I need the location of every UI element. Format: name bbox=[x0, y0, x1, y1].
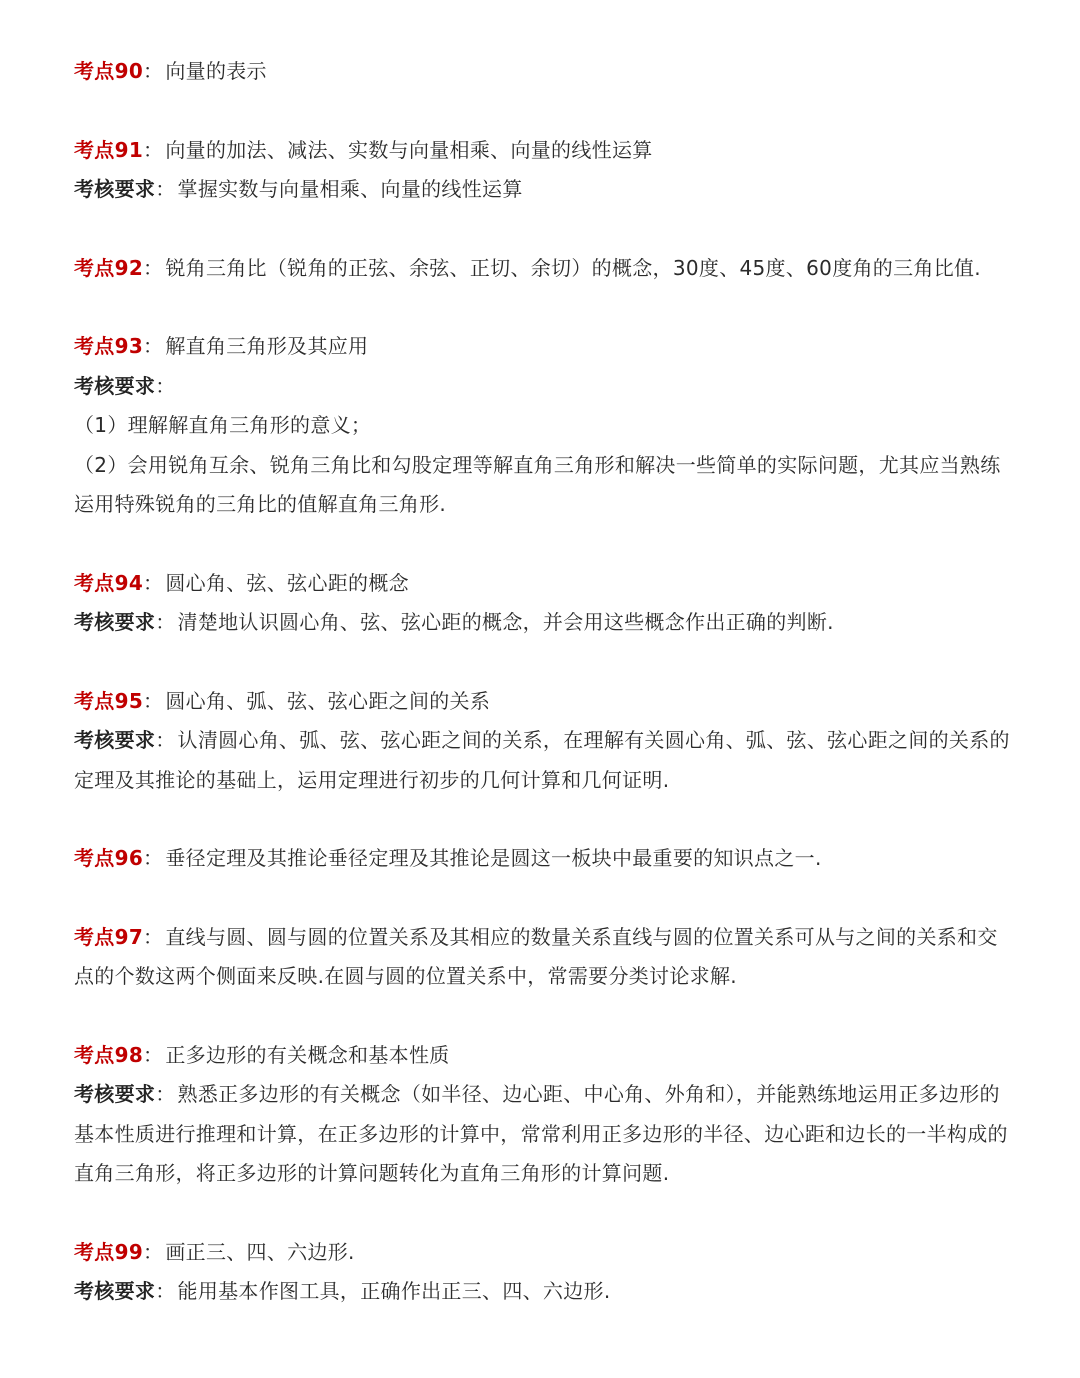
point-heading bbox=[74, 131, 1014, 171]
requirement-label: 考核要求 bbox=[74, 728, 156, 752]
requirement-text: 能用基本作图工具，正确作出正三、四、六边形. bbox=[177, 1279, 611, 1303]
requirement-label: 考核要求 bbox=[74, 177, 156, 201]
point-label: 考点99 bbox=[74, 1239, 144, 1264]
point-label: 考点93 bbox=[74, 334, 144, 358]
exam-point-99 bbox=[74, 1233, 1014, 1312]
separator: ： bbox=[155, 373, 176, 398]
point-label: 考点91 bbox=[74, 137, 144, 162]
point-topic: 正多边形的有关概念和基本性质 bbox=[165, 1042, 450, 1067]
separator: ： bbox=[155, 177, 176, 201]
point-topic: 画正三、四、六边形. bbox=[165, 1239, 355, 1264]
requirement-line bbox=[74, 367, 1014, 407]
requirement-label: 考核要求 bbox=[74, 373, 156, 398]
point-topic: 垂径定理及其推论垂径定理及其推论是圆这一板块中最重要的知识点之一. bbox=[165, 846, 822, 870]
separator: ： bbox=[155, 728, 176, 752]
requirement-line bbox=[74, 1272, 1014, 1312]
separator: ： bbox=[143, 1239, 164, 1264]
requirement-line bbox=[74, 721, 1014, 800]
point-heading bbox=[74, 682, 1014, 722]
point-topic: 解直角三角形及其应用 bbox=[165, 334, 369, 358]
point-heading bbox=[74, 327, 1014, 367]
point-label: 考点95 bbox=[74, 688, 144, 713]
point-label: 考点90 bbox=[74, 59, 144, 83]
exam-point-94 bbox=[74, 564, 1014, 643]
requirement-text: 认清圆心角、弧、弦、弦心距之间的关系，在理解有关圆心角、弧、弦、弦心距之间的关系的定理及其推论的基础上，运用定理进行初步的几何计算和几何证明. bbox=[74, 728, 1010, 792]
point-topic: 锐角三角比（锐角的正弦、余弦、正切、余切）的概念，30度、45度、60度角的三角比值. bbox=[165, 255, 981, 280]
requirement-text: 掌握实数与向量相乘、向量的线性运算 bbox=[177, 177, 523, 201]
point-topic: 圆心角、弧、弦、弦心距之间的关系 bbox=[165, 688, 491, 713]
point-topic: 圆心角、弦、弦心距的概念 bbox=[165, 570, 409, 595]
exam-point-95 bbox=[74, 682, 1014, 801]
separator: ： bbox=[143, 59, 164, 83]
requirement-label: 考核要求 bbox=[74, 610, 156, 634]
exam-point-93 bbox=[74, 327, 1014, 525]
requirement-item: （1）理解解直角三角形的意义； bbox=[74, 413, 372, 437]
point-heading bbox=[74, 52, 1014, 92]
exam-point-91 bbox=[74, 131, 1014, 210]
point-label: 考点97 bbox=[74, 924, 144, 949]
point-label: 考点96 bbox=[74, 846, 144, 870]
point-heading bbox=[74, 1036, 1014, 1076]
separator: ： bbox=[143, 570, 164, 595]
point-label: 考点92 bbox=[74, 255, 144, 280]
separator: ： bbox=[143, 1042, 164, 1067]
separator: ： bbox=[143, 924, 164, 949]
exam-point-97 bbox=[74, 918, 1014, 997]
separator: ： bbox=[155, 1082, 176, 1106]
point-topic: 向量的加法、减法、实数与向量相乘、向量的线性运算 bbox=[165, 137, 653, 162]
requirement-label: 考核要求 bbox=[74, 1279, 156, 1303]
point-heading bbox=[74, 564, 1014, 604]
exam-point-98 bbox=[74, 1036, 1014, 1194]
requirement-line bbox=[74, 1075, 1014, 1194]
requirement-line bbox=[74, 603, 1014, 643]
requirement-label: 考核要求 bbox=[74, 1082, 156, 1106]
separator: ： bbox=[155, 610, 176, 634]
point-topic: 直线与圆、圆与圆的位置关系及其相应的数量关系直线与圆的位置关系可从与之间的关系和交点的个数这两个侧面来反映.在圆与圆的位置关系中，常需要分类讨论求解. bbox=[74, 924, 998, 988]
requirement-item: （2）会用锐角互余、锐角三角比和勾股定理等解直角三角形和解决一些简单的实际问题，尤其应当熟练运用特殊锐角的三角比的值解直角三角形. bbox=[74, 452, 1001, 516]
point-heading bbox=[74, 1233, 1014, 1273]
requirement-text: 清楚地认识圆心角、弦、弦心距的概念，并会用这些概念作出正确的判断. bbox=[177, 610, 834, 634]
requirement-text: 熟悉正多边形的有关概念（如半径、边心距、中心角、外角和），并能熟练地运用正多边形的基本性质进行推理和计算，在正多边形的计算中，常常利用正多边形的半径、边心距和边长的一半构成的直角三角形，将正多边形的计算问题转化为直角三角形的计算问题. bbox=[74, 1082, 1008, 1185]
separator: ： bbox=[143, 137, 164, 162]
exam-point-90 bbox=[74, 52, 1014, 92]
document-body bbox=[74, 52, 1014, 1351]
separator: ： bbox=[143, 846, 164, 870]
separator: ： bbox=[155, 1279, 176, 1303]
exam-point-92 bbox=[74, 249, 1014, 289]
point-heading bbox=[74, 839, 1014, 879]
point-topic: 向量的表示 bbox=[165, 59, 267, 83]
exam-point-96 bbox=[74, 839, 1014, 879]
point-label: 考点98 bbox=[74, 1042, 144, 1067]
point-heading bbox=[74, 918, 1014, 997]
requirement-line bbox=[74, 170, 1014, 210]
point-heading bbox=[74, 249, 1014, 289]
separator: ： bbox=[143, 334, 164, 358]
separator: ： bbox=[143, 255, 164, 280]
separator: ： bbox=[143, 688, 164, 713]
point-label: 考点94 bbox=[74, 570, 144, 595]
